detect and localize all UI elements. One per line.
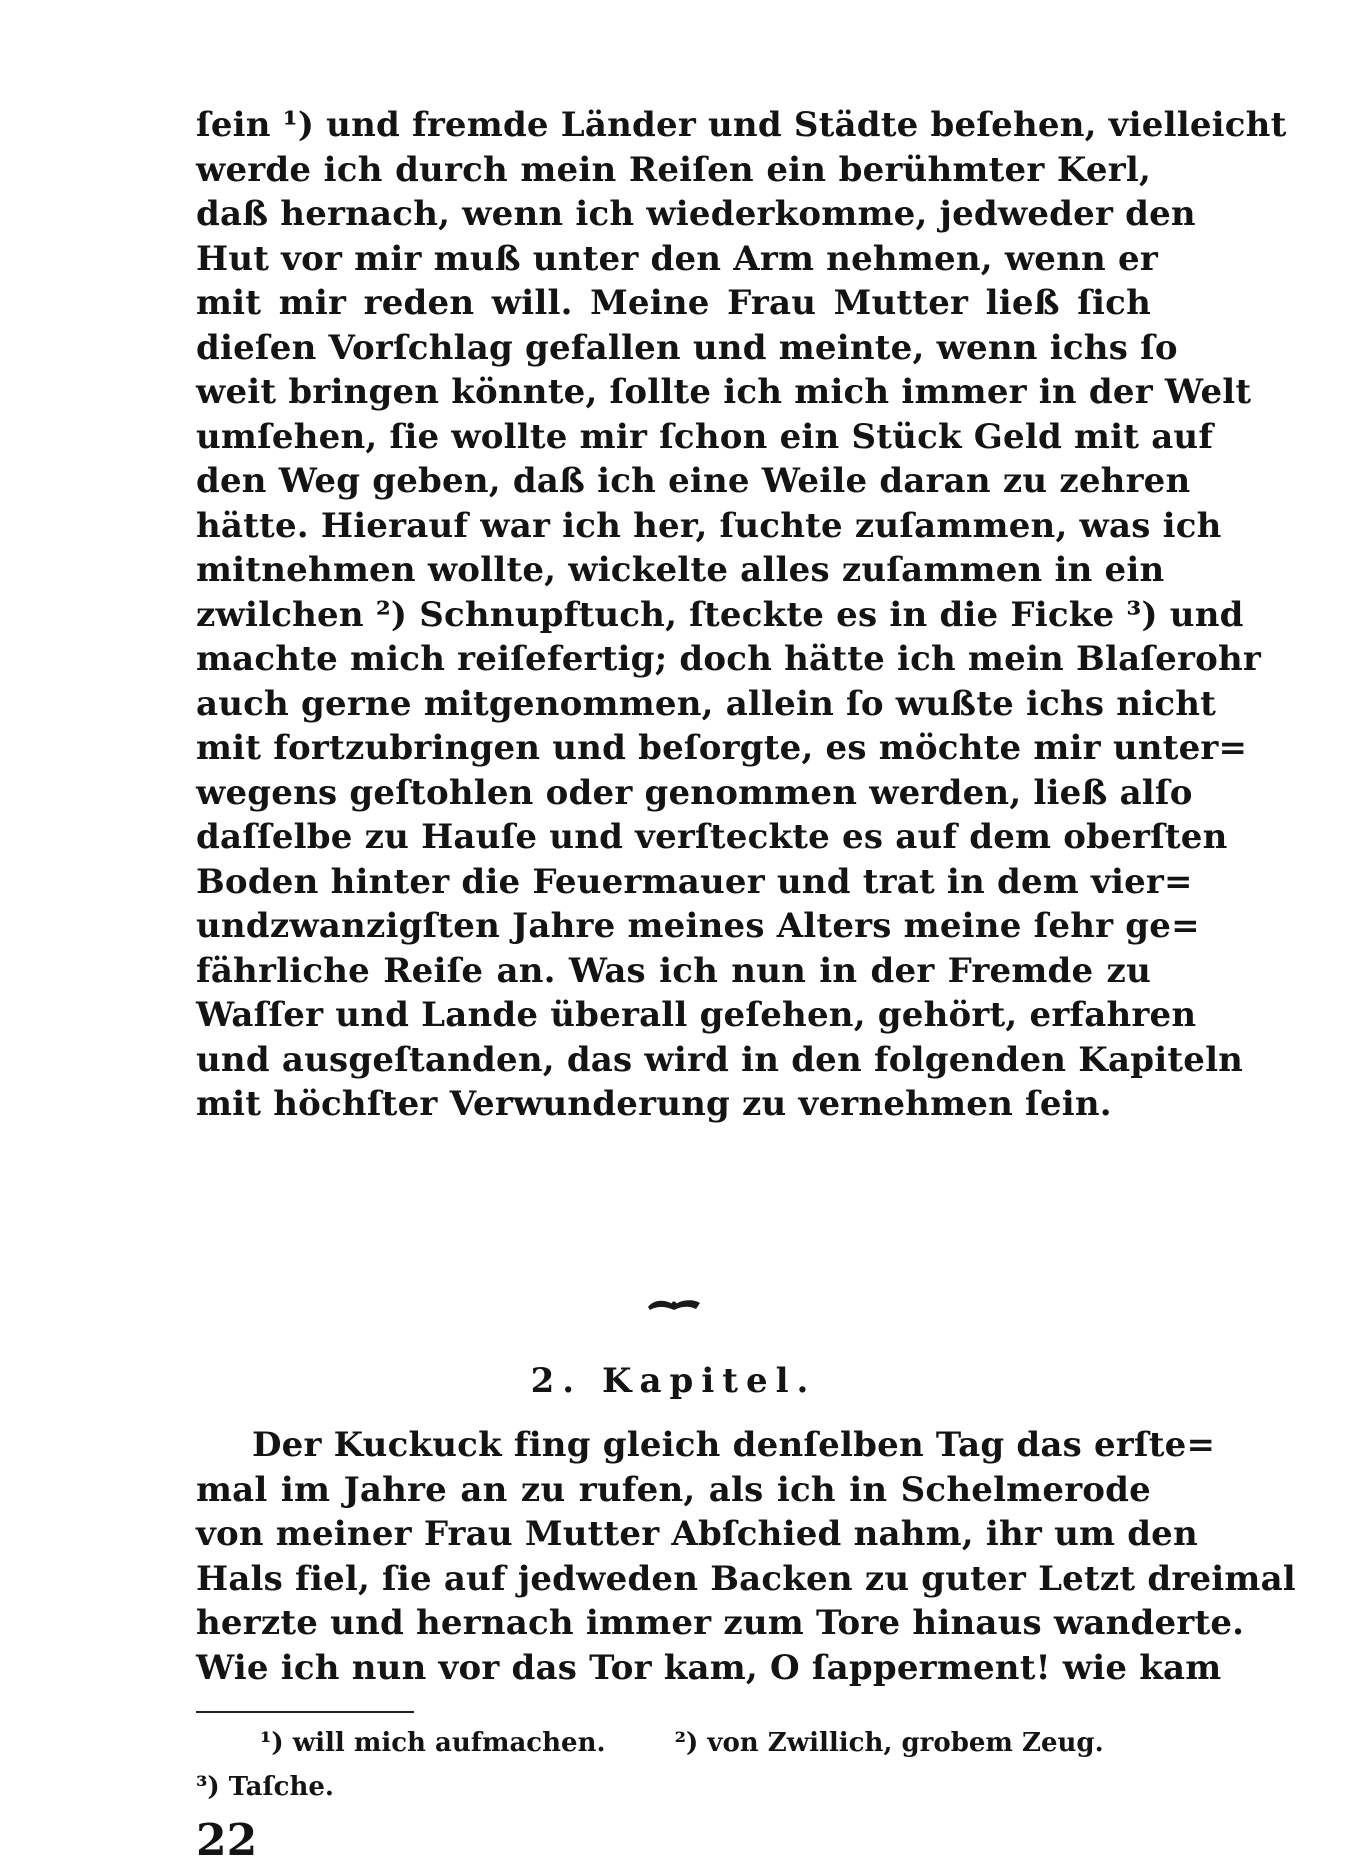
text-line: machte mich reiſefertig; doch hätte ich mein Blaſerohr [196, 639, 1261, 679]
text-line: fährliche Reiſe an. Was ich nun in der Fremde zu [196, 950, 1151, 991]
footnote-text: will mich aufmachen. [292, 1728, 606, 1758]
text-line: mitnehmen wollte, wickelte alles zuſammen in ein [196, 550, 1165, 590]
text-line: mit höchſter Verwunderung zu vernehmen ſein. [196, 1084, 1112, 1124]
text-line: werde ich durch mein Reiſen ein berühmter Kerl, [196, 149, 1151, 190]
text-line: dieſen Vorſchlag gefallen und meinte, wenn ichs ſo [196, 327, 1178, 368]
footnote-text: Taſche. [228, 1772, 334, 1802]
text-line: mal im Jahre an zu rufen, als ich in Schelmerode [196, 1469, 1151, 1510]
text-line: und ausgeſtanden, das wird in den folgenden Kapiteln [196, 1039, 1244, 1080]
text-line: den Weg geben, daß ich eine Weile daran zu zehren [196, 461, 1191, 501]
text-line: herzte und hernach immer zum Tore hinaus wanderte. [196, 1603, 1245, 1643]
footnote-marker: ¹) [260, 1728, 284, 1758]
text-line: auch gerne mitgenommen, allein ſo wußte ichs nicht [196, 683, 1217, 724]
text-line: Hals fiel, ſie auf jedweden Backen zu guter Letzt dreimal [196, 1558, 1296, 1599]
footnote-divider [196, 1711, 414, 1713]
text-line: Hut vor mir muß unter den Arm nehmen, wenn er [196, 238, 1158, 279]
text-line: ſein ¹) und fremde Länder und Städte beſehen, vielleicht [196, 105, 1287, 145]
chapter-heading: 2. Kapitel. [530, 1361, 817, 1401]
footnote-text: von Zwillich, grobem Zeug. [707, 1728, 1104, 1758]
text-line: Waſſer und Lande überall geſehen, gehört, erfahren [196, 995, 1197, 1035]
text-line: Der Kuckuck fing gleich denſelben Tag das erſte= [252, 1425, 1216, 1465]
footnote-marker: ²) [674, 1728, 699, 1758]
text-line: Boden hinter die Feuermauer und trat in dem vier= [196, 861, 1193, 902]
book-page [196, 103, 1296, 1866]
text-line: daß hernach, wenn ich wiederkomme, jedweder den [196, 194, 1196, 234]
text-line: hätte. Hierauf war ich her, ſuchte zuſammen, was ich [196, 505, 1222, 546]
fleuron-icon [644, 1293, 704, 1315]
text-line: Wie ich nun vor das Tor kam, O ſapperment! wie kam [196, 1647, 1222, 1688]
text-line: mit fortzubringen und beſorgte, es möchte mir unter= [196, 728, 1248, 768]
text-line: daſſelbe zu Hauſe und verſteckte es auf dem oberſten [196, 817, 1228, 857]
footnote-line [196, 1721, 1151, 1765]
text-line: umſehen, ſie wollte mir ſchon ein Stück Geld mit auf [196, 416, 1214, 457]
text-line: von meiner Frau Mutter Abſchied nahm, ihr um den [196, 1514, 1198, 1554]
text-line: undzwanzigſten Jahre meines Alters meine ſehr ge= [196, 906, 1200, 946]
text-line: wegens geſtohlen oder genommen werden, ließ alſo [196, 772, 1193, 813]
text-line: mit mir reden will. Meine Frau Mutter ließ ſich [196, 283, 1151, 323]
section-ornament [196, 1293, 1151, 1323]
page-number: 22 [196, 1815, 258, 1866]
footnote-line [196, 1765, 1151, 1809]
body-paragraph [196, 103, 1287, 1127]
text-line: zwilchen ²) Schnupftuch, ſteckte es in die Ficke ³) und [196, 594, 1244, 635]
chapter-paragraph [196, 1423, 1296, 1690]
text-line: weit bringen könnte, ſollte ich mich immer in der Welt [196, 372, 1252, 412]
footnote-marker: ³) [196, 1772, 220, 1802]
footnotes [196, 1721, 1151, 1809]
